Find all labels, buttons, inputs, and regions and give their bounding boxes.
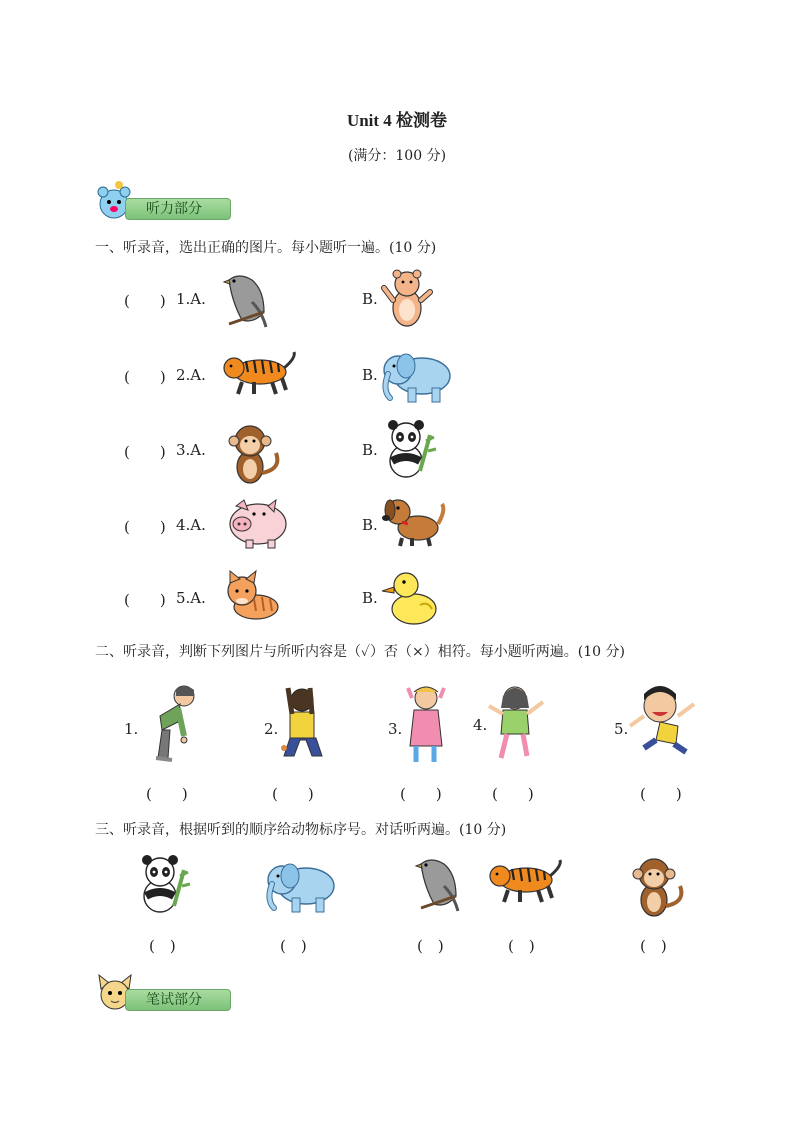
- answer-blank[interactable]: ( ): [124, 591, 166, 609]
- boy-shouting-picture: [630, 686, 700, 770]
- duck-picture: [382, 569, 452, 633]
- girl-touch-head-picture: [404, 686, 474, 770]
- answer-blank[interactable]: ( ): [124, 518, 166, 536]
- item-number: 5.: [614, 720, 629, 738]
- dog-picture: [382, 496, 452, 560]
- elephant-picture: [382, 346, 452, 410]
- elephant-picture: [266, 856, 340, 920]
- answer-blank[interactable]: ( ): [640, 937, 667, 955]
- option-a-label: 5.A.: [176, 589, 206, 607]
- answer-blank[interactable]: ( ): [124, 292, 166, 310]
- answer-blank[interactable]: ( ): [124, 368, 166, 386]
- score-note: (满分：100 分): [347, 148, 447, 164]
- answer-blank[interactable]: ( ): [272, 785, 314, 803]
- option-a-label: 2.A.: [176, 366, 206, 384]
- tiger-picture: [224, 348, 294, 408]
- section-banner-label: 笔试部分: [146, 992, 202, 1008]
- answer-blank[interactable]: ( ): [508, 937, 535, 955]
- cat-picture: [224, 571, 294, 631]
- panda-picture: [382, 421, 452, 485]
- answer-blank[interactable]: ( ): [146, 785, 188, 803]
- bear-picture: [382, 270, 452, 334]
- tiger-picture: [490, 856, 564, 920]
- written-section-banner: [95, 987, 245, 1011]
- answer-blank[interactable]: ( ): [280, 937, 307, 955]
- option-b-label: B.: [362, 366, 378, 384]
- listening-section-banner: [95, 196, 245, 220]
- option-a-label: 3.A.: [176, 441, 206, 459]
- bird-picture: [224, 272, 294, 332]
- girl-dancing-picture: [489, 686, 559, 770]
- option-a-label: 4.A.: [176, 516, 206, 534]
- answer-blank[interactable]: ( ): [417, 937, 444, 955]
- monkey-picture: [224, 423, 294, 483]
- boy-touch-knees-picture: [140, 686, 210, 770]
- bird-picture: [416, 856, 490, 920]
- boy-hands-up-picture: [280, 686, 350, 770]
- section-banner-label: 听力部分: [146, 201, 202, 217]
- monkey-picture: [628, 856, 702, 920]
- item-number: 4.: [473, 716, 488, 734]
- question-3-heading: 三、听录音，根据听到的顺序给动物标序号。对话听两遍。(10 分): [95, 822, 507, 838]
- option-b-label: B.: [362, 589, 378, 607]
- answer-blank[interactable]: ( ): [124, 443, 166, 461]
- answer-blank[interactable]: ( ): [149, 937, 176, 955]
- answer-blank[interactable]: ( ): [400, 785, 442, 803]
- option-a-label: 1.A.: [176, 290, 206, 308]
- panda-picture: [136, 856, 210, 920]
- question-1-heading: 一、听录音，选出正确的图片。每小题听一遍。(10 分): [95, 240, 437, 256]
- option-b-label: B.: [362, 441, 378, 459]
- answer-blank[interactable]: ( ): [640, 785, 682, 803]
- question-2-heading: 二、听录音，判断下列图片与所听内容是（✓）否（×）相符。每小题听两遍。(10 分): [95, 644, 625, 660]
- item-number: 3.: [388, 720, 403, 738]
- option-b-label: B.: [362, 516, 378, 534]
- option-b-label: B.: [362, 290, 378, 308]
- pig-picture: [224, 498, 294, 558]
- item-number: 2.: [264, 720, 279, 738]
- page-title: Unit 4 检测卷: [346, 111, 448, 130]
- answer-blank[interactable]: ( ): [492, 785, 534, 803]
- item-number: 1.: [124, 720, 139, 738]
